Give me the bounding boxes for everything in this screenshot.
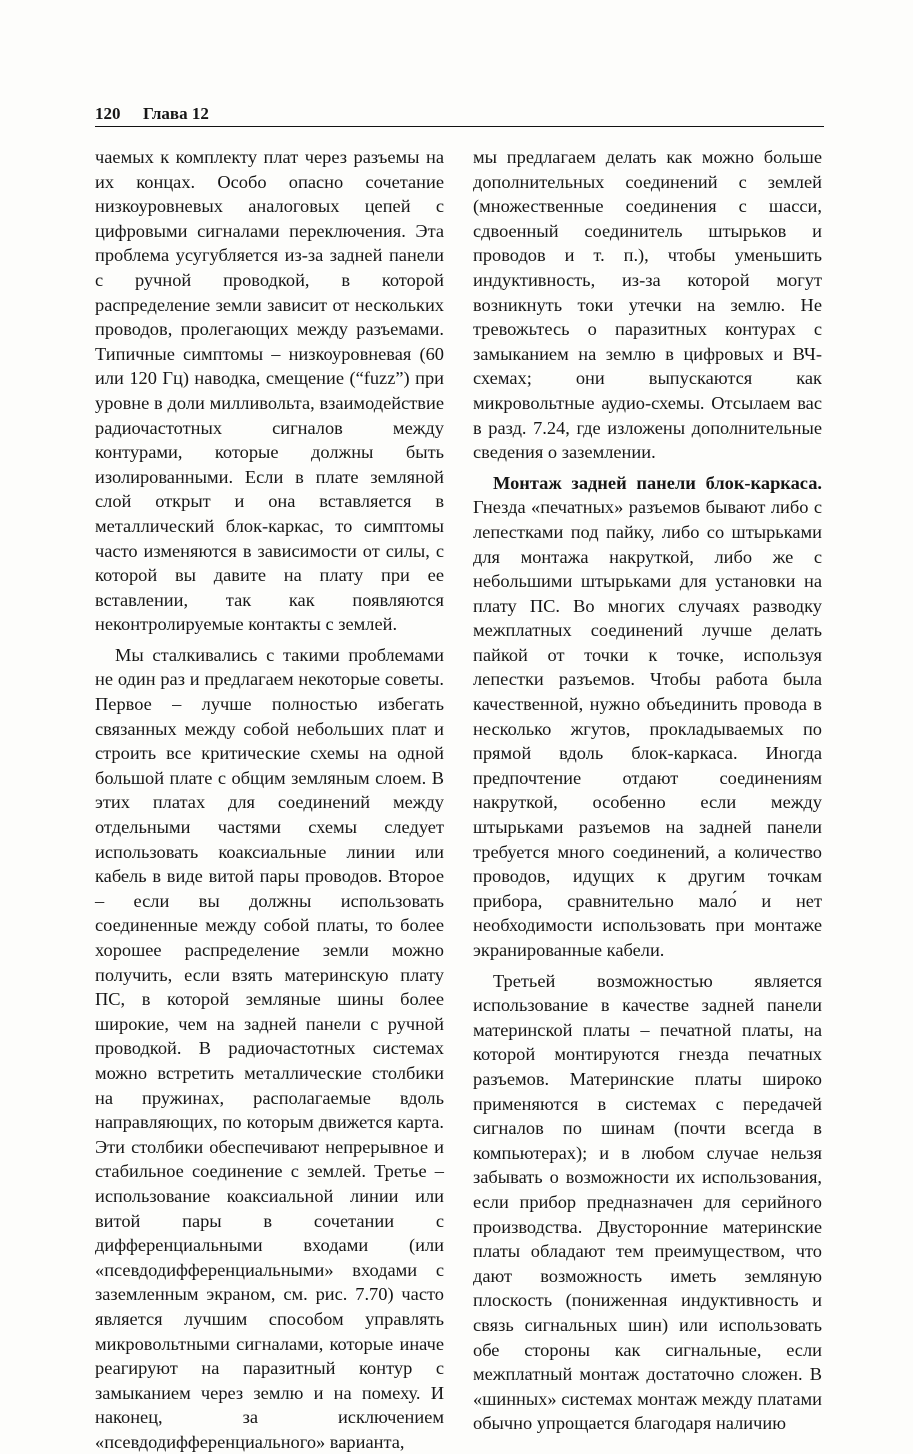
run-in-heading: Монтаж задней панели блок-каркаса. [493,472,822,493]
chapter-title: Глава 12 [143,104,209,123]
paragraph: Мы сталкивались с такими проблемами не один раз и предлагаем некоторые советы. Первое – лучше полностью избегать связанных между собой небольших плат и строить все критические схемы на одной большой плате с общим земляным слоем. В этих платах для соединений между отдельными частями схемы следует использовать коаксиальные линии или кабель в виде витой пары проводов. Второе – если вы должны использовать соединенные между собой платы, то более хорошее распределение земли можно получить, если взять материнскую плату ПС, в которой земляные шины более широкие, чем на задней панели с ручной проводкой. В радиочастотных системах можно встретить металлические столбики на пружинах, располагаемые вдоль направляющих, по которым движется карта. Эти столбики обеспечивают непрерывное и стабильное соединение с землей. Третье – использование коаксиальной линии или витой пары в сочетании с дифференциальными входами (или «псевдодифференциальными» входами с заземленным экраном, см. рис. 7.70) часто является лучшим способом управлять микровольтными сигналами, которые иначе реагируют на паразитный контур с замыканием через землю и на помеху. И наконец, за исключением «псевдодифференциального» варианта, [95,644,444,1452]
left-column [95,145,444,1454]
paragraph-text: Гнезда «печатных» разъемов бывают либо с лепестками под пайку, либо со штырьками для монтажа накруткой, либо же с небольшими штырьками для установки на плату ПС. Во многих случаях разводку межплатных соединений лучше делать пайкой от точки к точке, используя лепестки разъемов. Чтобы работа была качественной, нужно объединить провода в несколько жгутов, прокладываемых по прямой вдоль блок-каркаса. Иногда предпочтение отдают соединениям накруткой, особенно если между штырьками разъемов на задней панели требуется много соединений, а количество проводов, идущих к другим точкам прибора, сравнительно мало́ и нет необходимости использовать при монтаже экранированные кабели. [473,497,822,960]
paragraph-with-heading [473,471,822,963]
paragraph: Третьей возможностью является использование в качестве задней панели материнской платы – печатной платы, на которой монтируются гнезда печатных разъемов. Материнские платы широко применяются в системах с передачей сигналов по шинам (почти всегда в компьютерах); и в любом случае нельзя забывать о возможности их использования, если прибор предназначен для серийного производства. Двусторонние материнские платы обладают тем преимуществом, что дают возможность иметь земляную плоскость (пониженная индуктивность и связь сигнальных шин) или использовать обе стороны как сигнальные, если межплатный монтаж достаточно сложен. В «шинных» системах монтаж между платами обычно упрощается благодаря наличию [473,970,822,1434]
paragraph: мы предлагаем делать как можно больше дополнительных соединений с землей (множественные соединения с шасси, сдвоенный соединитель штырьков и проводов и т. п.), чтобы уменьшить индуктивность, из-за которой могут возникнуть токи утечки на землю. Не тревожьтесь о паразитных контурах с замыканием на землю в цифровых и ВЧ-схемах; они выпускаются как микровольтные аудио-схемы. Отсылаем вас в разд. 7.24, где изложены дополнительные сведения о заземлении. [473,147,822,463]
running-header [95,104,823,124]
header-rule [95,126,824,127]
page-number: 120 [95,104,121,123]
paragraph: чаемых к комплекту плат через разъемы на их концах. Особо опасно сочетание низкоуровневых аналоговых цепей с цифровыми сигналами переключения. Эта проблема усугубляется из-за задней панели с ручной проводкой, в которой распределение земли зависит от нескольких проводов, пролегающих между разъемами. Типичные симптомы – низкоуровневая (60 или 120 Гц) наводка, смещение (“fuzz”) при уровне в доли милливольта, взаимодействие радиочастотных сигналов между контурами, которые должны быть изолированными. Если в плате земляной слой открыт и она вставляется в металлический блок-каркас, то симптомы часто изменяются в зависимости от силы, с которой вы давите на плату при ее вставлении, так как появляются неконтролируемые контакты с землей. [95,147,444,635]
right-column [473,145,822,1436]
